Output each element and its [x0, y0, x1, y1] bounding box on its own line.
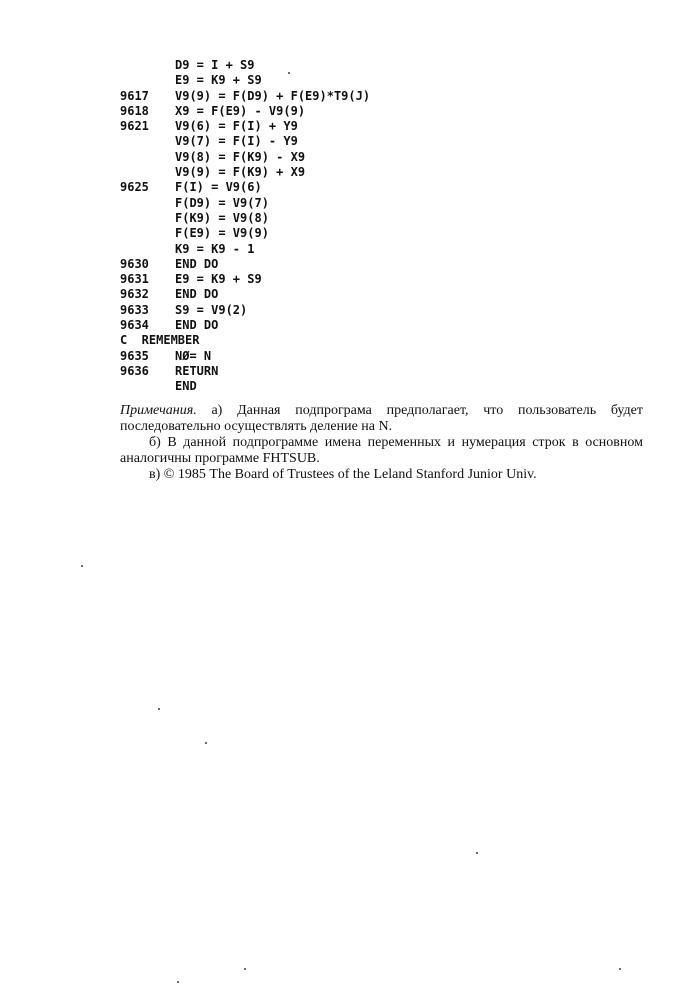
code-line: [0, 89, 697, 104]
code-line: [0, 150, 697, 165]
comment-text: C REMEMBER: [120, 333, 200, 348]
scan-speck: [476, 852, 478, 854]
code-line: [0, 242, 697, 257]
line-label: 9633: [120, 302, 149, 317]
line-label: 9630: [120, 256, 149, 271]
code-line: [0, 287, 697, 302]
note-b: б) В данной подпрограмме имена переменных и нумерация строк в основном аналогичны программе FHTSUB.: [120, 435, 643, 466]
code-line: [0, 303, 697, 318]
code-line: [0, 134, 697, 149]
statement-text: END: [175, 379, 197, 394]
statement-text: NØ= N: [175, 348, 212, 363]
code-listing: [0, 58, 697, 395]
code-line: [0, 165, 697, 180]
line-label: 9625: [120, 180, 149, 195]
code-line: [0, 333, 697, 348]
statement-text: V9(7) = F(I) - Y9: [175, 134, 298, 149]
line-label: 9631: [120, 272, 149, 287]
code-line: [0, 364, 697, 379]
notes-section: [120, 403, 643, 483]
code-line: [0, 226, 697, 241]
scan-speck: [288, 72, 290, 74]
statement-text: V9(6) = F(I) + Y9: [175, 119, 298, 134]
statement-text: F(D9) = V9(7): [175, 195, 269, 210]
statement-text: K9 = K9 - 1: [175, 241, 255, 256]
code-line: [0, 73, 697, 88]
statement-text: F(I) = V9(6): [175, 180, 262, 195]
code-line: [0, 272, 697, 287]
code-line: [0, 257, 697, 272]
statement-text: V9(9) = F(D9) + F(E9)*T9(J): [175, 88, 371, 103]
code-line: [0, 379, 697, 394]
code-line: [0, 180, 697, 195]
code-line: [0, 104, 697, 119]
line-label: 9635: [120, 348, 149, 363]
scan-speck: [619, 968, 621, 970]
line-label: 9617: [120, 88, 149, 103]
line-label: 9632: [120, 287, 149, 302]
statement-text: RETURN: [175, 363, 219, 378]
statement-text: S9 = V9(2): [175, 302, 248, 317]
line-label: 9636: [120, 363, 149, 378]
statement-text: E9 = K9 + S9: [175, 272, 262, 287]
statement-text: END DO: [175, 318, 219, 333]
statement-text: F(K9) = V9(8): [175, 210, 269, 225]
scan-speck: [81, 565, 83, 567]
notes-heading: Примечания.: [120, 403, 197, 418]
code-line: [0, 119, 697, 134]
note-c: в) © 1985 The Board of Trustees of the Leland Stanford Junior Univ.: [149, 467, 537, 482]
note-a-text: а) Данная подпрограма предполагает, что пользователь будет последовательно осуществлять деление на N.: [120, 403, 643, 434]
scan-speck: [177, 981, 179, 983]
code-line: [0, 318, 697, 333]
scan-speck: [244, 968, 246, 970]
note-a: [120, 403, 643, 435]
statement-text: V9(9) = F(K9) + X9: [175, 165, 306, 180]
line-label: 9634: [120, 318, 149, 333]
statement-text: D9 = I + S9: [175, 58, 255, 72]
statement-text: END DO: [175, 256, 219, 271]
statement-text: E9 = K9 + S9: [175, 73, 262, 88]
line-label: 9621: [120, 119, 149, 134]
code-line: [0, 211, 697, 226]
statement-text: X9 = F(E9) - V9(9): [175, 103, 306, 118]
code-line: [0, 196, 697, 211]
line-label: 9618: [120, 103, 149, 118]
statement-text: F(E9) = V9(9): [175, 226, 269, 241]
code-line: [0, 58, 697, 73]
code-line: [0, 349, 697, 364]
scan-speck: [205, 742, 207, 744]
scan-speck: [158, 708, 160, 710]
statement-text: END DO: [175, 287, 219, 302]
statement-text: V9(8) = F(K9) - X9: [175, 149, 306, 164]
